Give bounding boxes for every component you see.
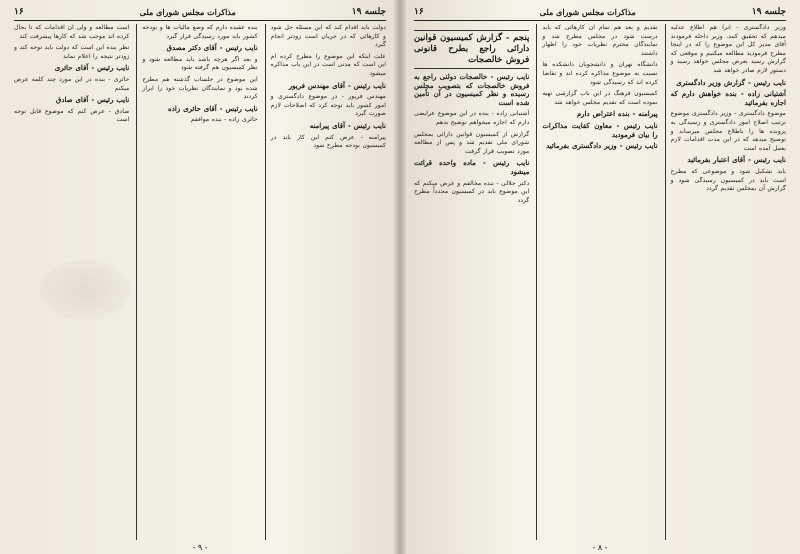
right-col-3: [414, 24, 529, 540]
left-page-session: جلسه ۱۹: [351, 7, 386, 17]
left-page-title: مذاکرات مجلس شورای ملی: [139, 7, 236, 17]
speaker-line: نایب رئیس - آقای مهندس فریور: [288, 80, 386, 90]
paragraph: دولت باید اقدام کند که این مسئله حل شود و کارهائی که در جریان است زودتر انجام گیرد: [270, 24, 386, 49]
left-col-2: [136, 24, 257, 540]
paragraph: مهندس فریور - در موضوع دادگستری و امور کشور باید توجه کرد که اصلاحات لازم صورت گیرد: [270, 93, 386, 118]
paragraph: وزیر دادگستری - آنرا هم اطلاع عدلیه میدهم که تحقیق کنند. وزیر داخله فرمودند آقای مدیر کل این موضوع را که در اینجا مطرح فرمودید مطالعه میکنیم و موقعی که گزارش رسید بعرض مجلس خواهد رسید و دستور لازم صادر خواهد شد: [670, 24, 786, 74]
right-col-2: [536, 24, 657, 540]
speaker-line: نایب رئیس - آقای اعتبار بفرمائید: [687, 155, 786, 165]
paragraph: علت اینکه این موضوع را مطرح کرده ام این است که مدتی است در این باب مذاکره میشود: [270, 52, 386, 77]
left-page-header: [14, 6, 386, 18]
left-col-3: [14, 24, 129, 540]
paragraph: باید تشکیل شود و موضوعی که مطرح است باید در کمیسیون رسیدگی شود و گزارش آن بمجلس تقدیم گردد: [670, 167, 786, 193]
paragraph: پیرامنه - عرض کنم این کار باید در کمیسیون بودجه مطرح شود: [270, 133, 386, 150]
right-page-footer: - ۸ -: [592, 543, 608, 552]
paragraph: دکتر جلالی - بنده مخالفم و عرض میکنم که این موضوع باید در کمیسیون مجدداً مطرح گردد: [414, 179, 530, 204]
right-col-1: [665, 24, 786, 540]
paragraph: تقدیم و بعد هم تمام آن کارهائی که باید درست شود در مجلس مطرح شد و نمایندگان محترم نظریات خود را اظهار داشتند: [542, 24, 658, 57]
paragraph: آشتیانی زاده - بنده در این موضوع عرایضی دارم که اجازه میخواهم توضیح بدهم: [414, 110, 530, 126]
speaker-line: نایب رئیس - ماده واحده قرائت میشود: [414, 158, 530, 176]
right-page-header: [414, 6, 786, 18]
speaker-line: نایب رئیس - آقای حائری زاده: [168, 103, 258, 113]
paragraph: حائری زاده - بنده موافقم: [190, 116, 258, 124]
speaker-line: پیرامنه - بنده اعتراض دارم: [576, 109, 658, 119]
book-gutter: [394, 0, 406, 554]
paragraph: این موضوع در جلسات گذشته هم مطرح شده بود و نمایندگان نظریات خود را ابراز کردند: [142, 75, 258, 101]
right-col-1-text: [671, 24, 786, 194]
header-rule: [14, 20, 386, 21]
paragraph: حائری - بنده در این مورد چند کلمه عرض میکنم: [14, 75, 130, 92]
speaker-line: نایب رئیس - خالصجات دولتی راجع به فروش خالصجات که بتصویب مجلس رسیده و نظر کمیسیون در آن تأمین شده است: [414, 72, 530, 107]
right-page-number: ۱۶: [414, 7, 424, 17]
right-page-session: جلسه ۱۹: [751, 7, 786, 17]
paragraph: دانشگاه تهران و دانشجویان دانشکده ها نسبت به موضوع مذاکره کرده اند و تقاضا کرده اند که رسیدگی شود: [542, 61, 658, 86]
paragraph: بنده عقیده دارم که وضع مالیات ها و بودجه کشور باید مورد رسیدگی قرار گیرد: [142, 24, 258, 40]
left-col-3-text: [14, 24, 129, 125]
paragraph: کمیسیون فرهنگ در این باب گزارشی تهیه نموده است که تقدیم مجلس خواهد شد: [542, 90, 658, 106]
right-col-3-text: [414, 30, 529, 205]
left-page-columns: [14, 24, 386, 540]
left-page-number: ۱۶: [14, 7, 24, 17]
right-page: [400, 0, 800, 554]
speaker-line: نایب رئیس - معاون کفایت مذاکرات را بیان فرمودید: [542, 120, 658, 139]
paragraph: موضوع دادگستری - وزیر دادگستری موضوع ترتیب اصلاح امور دادگستری و رسیدگی به پرونده ها را باطلاع مجلس میرساند و توضیح میدهد که در این مدت اقدامات لازم بعمل آمده است: [670, 110, 786, 152]
speaker-line: نایب رئیس - آقای صادق: [55, 95, 130, 105]
paragraph: گزارش از کمیسیون قوانین دارائی بمجلس شورای ملی تقدیم شد و پس از مطالعه مورد تصویب قرار گرفت: [414, 130, 530, 155]
left-page-footer: - ۹ -: [192, 543, 208, 552]
paragraph: نظر بنده این است که دولت باید توجه کند و زودتر نتیجه را اعلام نماید: [14, 44, 130, 60]
paragraph: صادق - عرض کنم که موضوع قابل توجه است: [14, 107, 130, 124]
left-col-2-text: [142, 24, 257, 125]
section-heading: پنجم - گزارش کمیسیون قوانین دارائی راجع بطرح قانونی فروش خالصجات: [414, 30, 529, 69]
paragraph: است مطالعه و ولی آن اقدامات که تا بحال کرده اند موجب شد که کارها پیشرفت کند: [14, 24, 130, 40]
speaker-line: آشتیانی زاده - بنده خواهش دارم که اجازه بفرمائید: [670, 89, 786, 107]
speaker-line: نایب رئیس - گزارش وزیر دادگستری: [676, 77, 786, 87]
right-page-title: مذاکرات مجلس شورای ملی: [539, 7, 636, 17]
speaker-line: نایب رئیس - وزیر دادگستری بفرمائید: [546, 141, 658, 151]
header-rule: [414, 20, 786, 21]
right-col-2-text: [542, 24, 657, 151]
left-col-1: [265, 24, 386, 540]
speaker-line: نایب رئیس - آقای دکتر مصدق: [166, 43, 258, 53]
right-page-columns: [414, 24, 786, 540]
speaker-line: نایب رئیس - آقای پیرامنه: [309, 120, 386, 130]
left-col-1-text: [271, 24, 386, 151]
paragraph: و بعد اگر هرچه باشد باید مطالعه شود و نظر کمیسیون هم گرفته شود: [142, 55, 258, 72]
speaker-line: نایب رئیس - آقای حائری: [54, 63, 130, 73]
